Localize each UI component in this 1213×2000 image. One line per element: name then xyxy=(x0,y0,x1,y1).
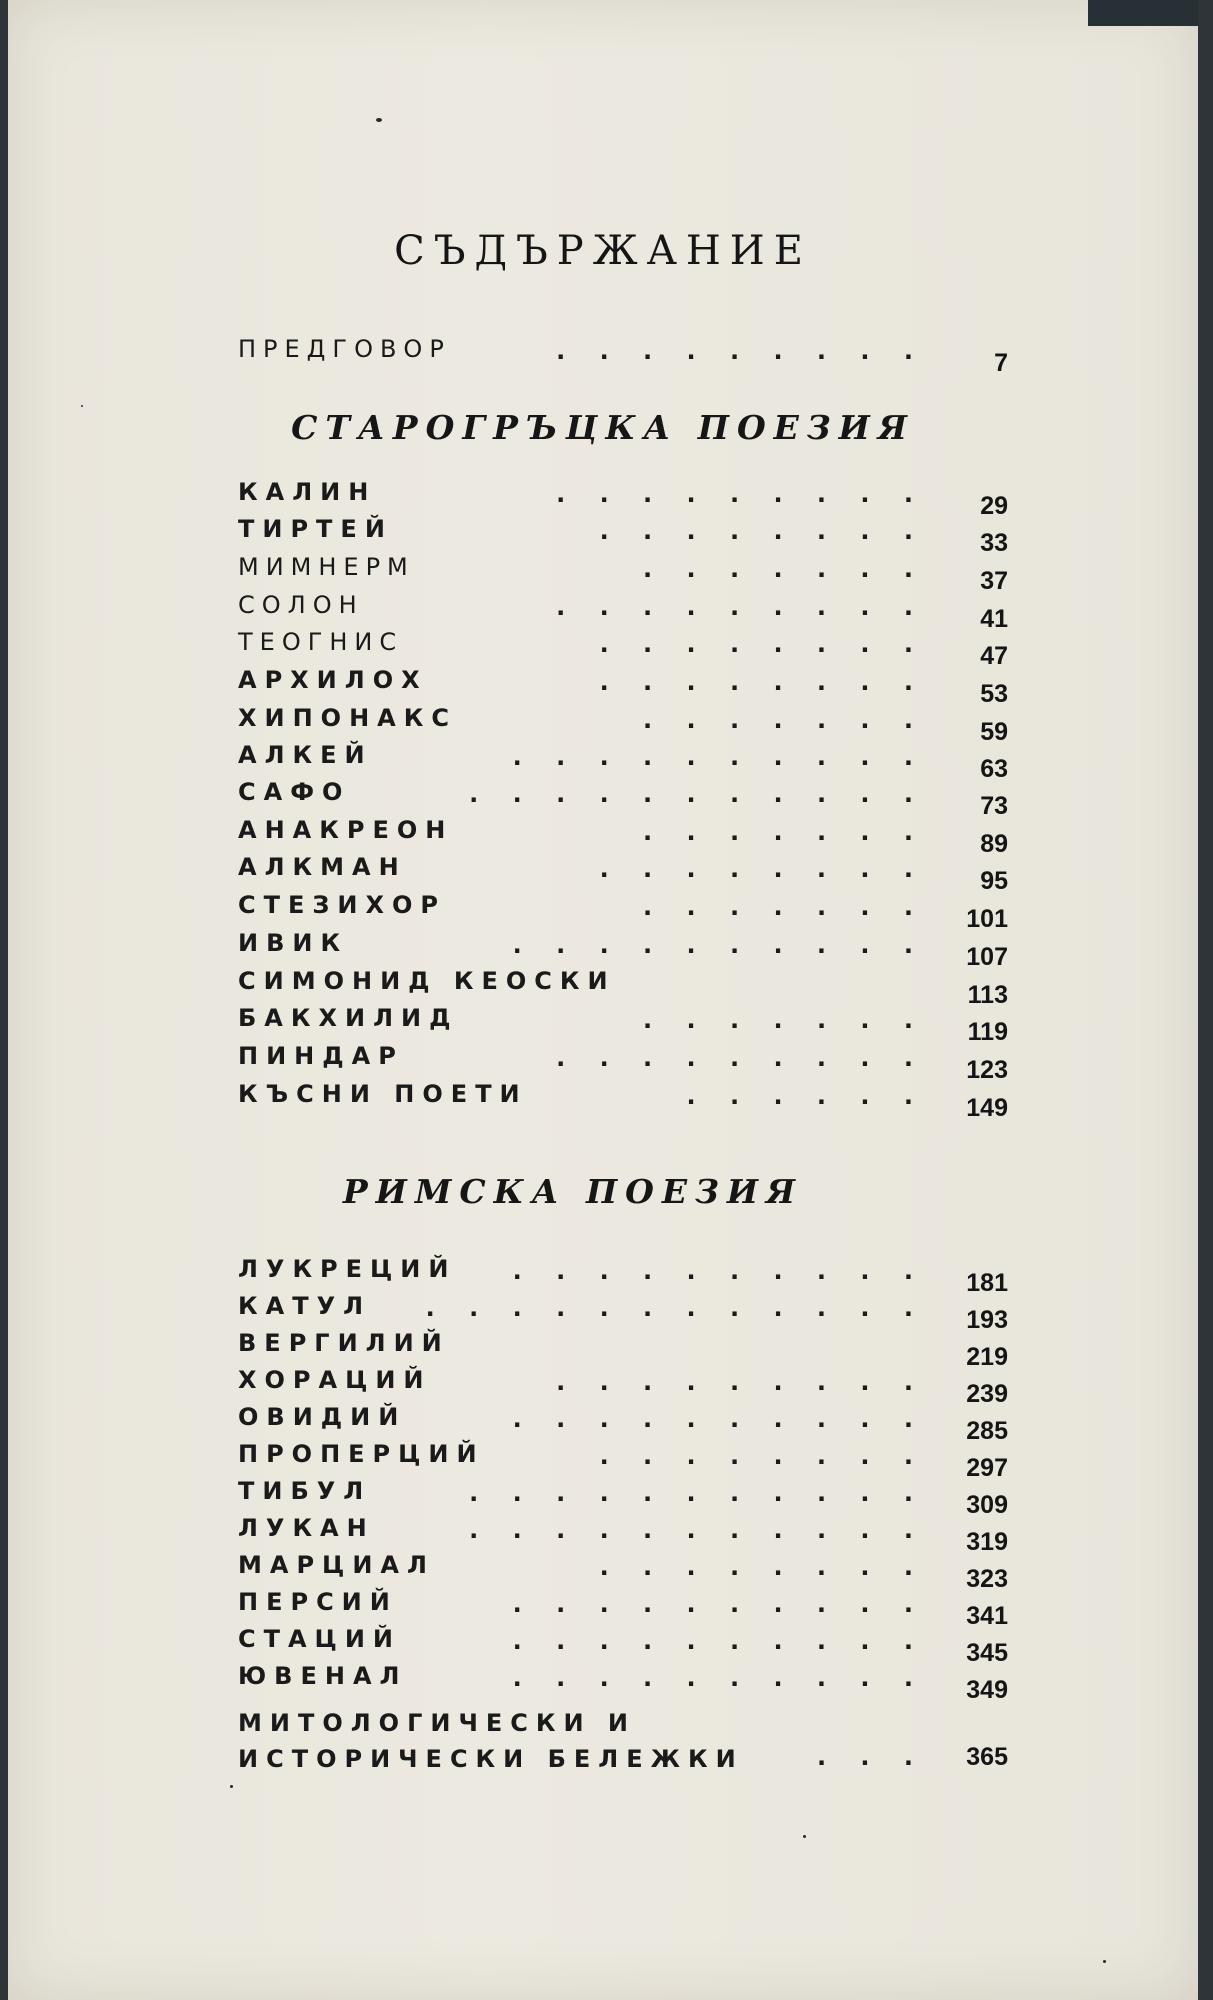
entry-page: 101 xyxy=(966,905,1008,933)
entry-name: АЛКЕЙ xyxy=(238,741,373,769)
entry-page: 323 xyxy=(966,1565,1008,1593)
toc-entry xyxy=(238,1080,1008,1122)
entry-page: 113 xyxy=(967,981,1008,1009)
entry-name: СОЛОН xyxy=(238,591,364,619)
toc-entry xyxy=(238,515,1008,557)
toc-entry xyxy=(238,1440,1008,1482)
section-title-greek: СТАРОГРЪЦКА ПОЕЗИЯ xyxy=(291,408,915,447)
toc-entry xyxy=(238,478,1008,520)
entry-page: 297 xyxy=(966,1454,1008,1482)
toc-entry xyxy=(238,1588,1008,1630)
entry-name: КЪСНИ ПОЕТИ xyxy=(238,1080,528,1108)
entry-page: 53 xyxy=(980,680,1008,708)
entry-name: МАРЦИАЛ xyxy=(238,1551,435,1579)
section-title-roman: РИМСКА ПОЕЗИЯ xyxy=(342,1172,804,1211)
leader-dots: . . . . . . . xyxy=(643,706,926,734)
paper-speck xyxy=(81,405,83,407)
entry-name: КАЛИН xyxy=(238,478,377,506)
entry-name: ЛУКРЕЦИЙ xyxy=(238,1255,457,1283)
leader-dots: . . . . . . . . xyxy=(599,517,926,545)
leader-dots: . . . . . . . . xyxy=(599,668,926,696)
leader-dots: . . . . . . . . . . xyxy=(512,1257,926,1285)
toc-entry xyxy=(238,1551,1008,1593)
leader-dots: . . . . . . . . . xyxy=(556,1044,926,1072)
leader-dots: . . . xyxy=(816,1743,926,1771)
entry-page: 47 xyxy=(980,642,1008,670)
leader-dots: . . . . . . . . . . . . xyxy=(425,1294,926,1322)
entry-name: ХОРАЦИЙ xyxy=(238,1366,432,1394)
entry-page: 95 xyxy=(980,867,1008,895)
toc-entry xyxy=(238,553,1008,595)
leader-dots: . . . . . . . . xyxy=(599,630,926,658)
entry-page: 341 xyxy=(966,1602,1008,1630)
leader-dots: . . . . . . . . . xyxy=(556,1368,926,1396)
entry-page: 33 xyxy=(980,529,1008,557)
entry-page: 309 xyxy=(966,1491,1008,1519)
entry-name: МИМНЕРМ xyxy=(238,553,415,581)
entry-name: ПЕРСИЙ xyxy=(238,1588,398,1616)
entry-page: 239 xyxy=(966,1380,1008,1408)
toc-entry xyxy=(238,1514,1008,1556)
toc-entry xyxy=(238,1042,1008,1084)
toc-entry-notes xyxy=(238,1705,1008,1785)
entry-page: 123 xyxy=(966,1056,1008,1084)
entry-page: 349 xyxy=(966,1676,1008,1704)
leader-dots: . . . . . . . . . . xyxy=(512,1590,926,1618)
entry-page: 181 xyxy=(966,1269,1008,1297)
toc-entry xyxy=(238,816,1008,858)
entry-page: 41 xyxy=(980,605,1008,633)
entry-page: 319 xyxy=(966,1528,1008,1556)
entry-page: 63 xyxy=(980,755,1008,783)
leader-dots: . . . . . . . . . . . xyxy=(469,1516,926,1544)
entry-page: 37 xyxy=(980,567,1008,595)
leader-dots: . . . . . . . . . . . xyxy=(469,780,926,808)
entry-name: ВЕРГИЛИЙ xyxy=(238,1329,450,1357)
entry-page: 73 xyxy=(980,792,1008,820)
entry-name: БАКХИЛИД xyxy=(238,1004,459,1032)
entry-name: АНАКРЕОН xyxy=(238,816,454,844)
entry-page: 107 xyxy=(966,943,1008,971)
leader-dots: . . . . . . . . . . xyxy=(512,1664,926,1692)
entry-name: САФО xyxy=(238,778,351,806)
entry-page: 345 xyxy=(966,1639,1008,1667)
toc-entry xyxy=(238,1004,1008,1046)
paper-speck xyxy=(230,1785,233,1788)
leader-dots: . . . . . . . xyxy=(643,1006,926,1034)
leader-dots: . . . . . . xyxy=(686,1082,926,1110)
leader-dots: . . . . . . . . xyxy=(599,1442,926,1470)
toc-entry xyxy=(238,1255,1008,1297)
leader-dots: . . . . . . . . . . xyxy=(512,1405,926,1433)
leader-dots: . . . . . . . . . xyxy=(556,337,926,365)
toc-entry xyxy=(238,891,1008,933)
entry-page: 29 xyxy=(980,492,1008,520)
page-corner-background xyxy=(1088,0,1198,26)
leader-dots: . . . . . . . . . . . xyxy=(469,1479,926,1507)
entry-page: 59 xyxy=(980,718,1008,746)
leader-dots: . . . . . . . . . xyxy=(556,593,926,621)
toc-entry xyxy=(238,1625,1008,1667)
leader-dots: . . . . . . . . xyxy=(599,855,926,883)
toc-entry xyxy=(238,1403,1008,1445)
leader-dots: . . . . . . . . . . xyxy=(512,1627,926,1655)
leader-dots: . . . . . . . xyxy=(643,555,926,583)
entry-name: АРХИЛОХ xyxy=(238,666,428,694)
entry-name: ОВИДИЙ xyxy=(238,1403,407,1431)
entry-name: СИМОНИД КЕОСКИ xyxy=(238,967,616,995)
entry-name: СТЕЗИХОР xyxy=(238,891,447,919)
toc-entry xyxy=(238,967,1008,1009)
toc-entry xyxy=(238,1329,1008,1371)
entry-name: КАТУЛ xyxy=(238,1292,371,1320)
paper-speck xyxy=(803,1835,806,1838)
paper-speck xyxy=(376,118,382,122)
entry-page: 89 xyxy=(980,830,1008,858)
toc-entry xyxy=(238,591,1008,633)
leader-dots: . . . . . . . . . xyxy=(556,480,926,508)
entry-name: ПРОПЕРЦИЙ xyxy=(238,1440,485,1468)
entry-page: 119 xyxy=(967,1018,1008,1046)
toc-entry xyxy=(238,666,1008,708)
toc-entry xyxy=(238,628,1008,670)
leader-dots: . . . . . . . xyxy=(643,818,926,846)
toc-title: СЪДЪРЖАНИЕ xyxy=(394,228,812,274)
entry-name-line-2: ИСТОРИЧЕСКИ БЕЛЕЖКИ xyxy=(238,1745,744,1773)
paper-speck xyxy=(1103,1960,1106,1963)
leader-dots: . . . . . . . xyxy=(643,893,926,921)
entry-page: 193 xyxy=(966,1306,1008,1334)
toc-entry xyxy=(238,853,1008,895)
entry-name-line-1: МИТОЛОГИЧЕСКИ И xyxy=(238,1709,637,1737)
entry-name: ПРЕДГОВОР xyxy=(238,335,451,363)
leader-dots: . . . . . . . . xyxy=(599,1553,926,1581)
toc-entry xyxy=(238,741,1008,783)
entry-name: ТИРТЕЙ xyxy=(238,515,393,543)
entry-name: АЛКМАН xyxy=(238,853,407,881)
entry-page: 365 xyxy=(966,1743,1008,1771)
entry-name: ЛУКАН xyxy=(238,1514,375,1542)
toc-entry xyxy=(238,778,1008,820)
leader-dots: . . . . . . . . . . xyxy=(512,931,926,959)
book-page xyxy=(8,0,1198,2000)
toc-entry xyxy=(238,1366,1008,1408)
entry-name: СТАЦИЙ xyxy=(238,1625,401,1653)
entry-name: ХИПОНАКС xyxy=(238,704,457,732)
entry-page: 7 xyxy=(994,349,1008,377)
entry-name: ПИНДАР xyxy=(238,1042,404,1070)
toc-entry xyxy=(238,929,1008,971)
entry-name: ТЕОГНИС xyxy=(238,628,404,656)
entry-name: ТИБУЛ xyxy=(238,1477,372,1505)
entry-page: 285 xyxy=(966,1417,1008,1445)
toc-entry xyxy=(238,1477,1008,1519)
toc-entry-preface xyxy=(238,335,1008,377)
entry-name: ЮВЕНАЛ xyxy=(238,1662,408,1690)
toc-entry xyxy=(238,1292,1008,1334)
entry-name: ИВИК xyxy=(238,929,349,957)
toc-entry xyxy=(238,1662,1008,1704)
entry-page: 149 xyxy=(966,1094,1008,1122)
entry-page: 219 xyxy=(966,1343,1008,1371)
leader-dots: . . . . . . . . . . xyxy=(512,743,926,771)
toc-entry xyxy=(238,704,1008,746)
